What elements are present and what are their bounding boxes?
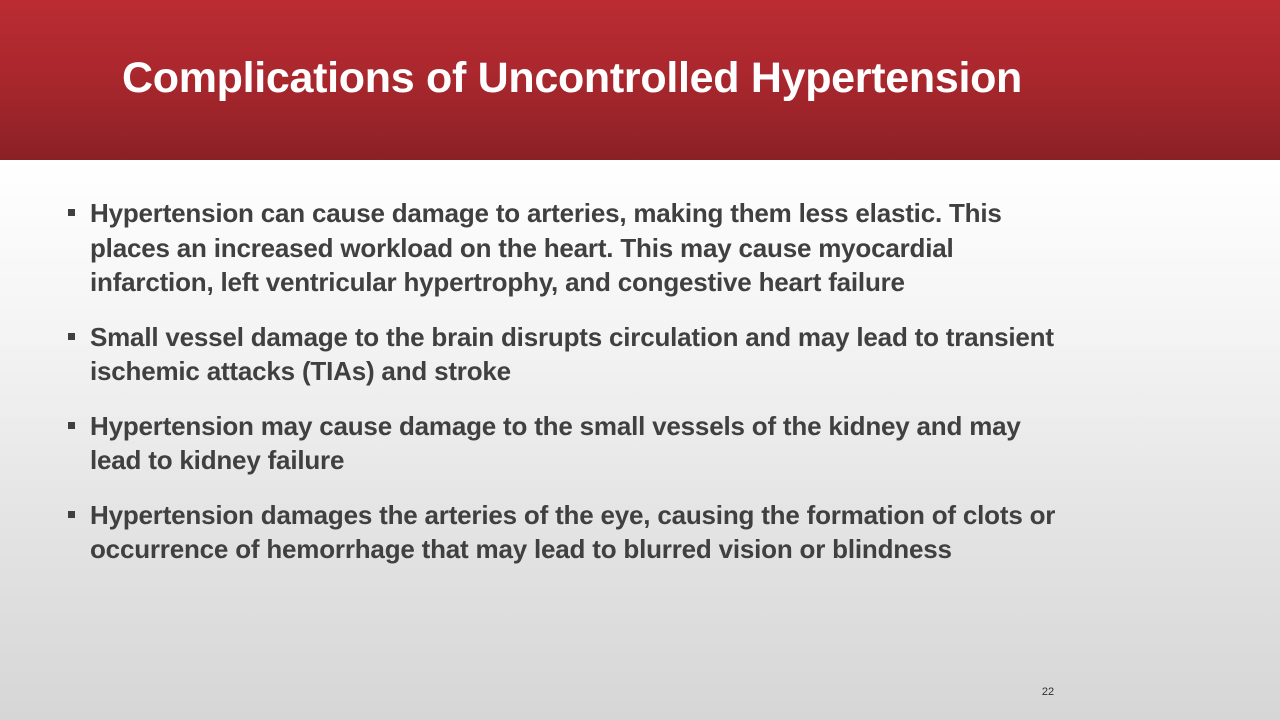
bullet-text: Hypertension can cause damage to arteries, making them less elastic. This places an increased workload on the heart. This may cause myocardial infarction, left ventricular hypertrophy, and congestive heart failure: [90, 198, 1002, 297]
square-bullet-icon: [68, 511, 75, 518]
bullet-list: [66, 196, 1076, 587]
square-bullet-icon: [68, 333, 75, 340]
bullet-item: [66, 196, 1076, 300]
bullet-text: Hypertension may cause damage to the small vessels of the kidney and may lead to kidney failure: [90, 410, 1021, 475]
square-bullet-icon: [68, 209, 75, 216]
square-bullet-icon: [68, 422, 75, 429]
bullet-item: [66, 498, 1076, 567]
slide-title: Complications of Uncontrolled Hypertension: [122, 54, 1023, 102]
page-number: 22: [1041, 686, 1055, 698]
bullet-text: Small vessel damage to the brain disrupts circulation and may lead to transient ischemic attacks (TIAs) and stroke: [90, 321, 1054, 386]
bullet-item: [66, 320, 1076, 389]
bullet-item: [66, 409, 1076, 478]
bullet-text: Hypertension damages the arteries of the eye, causing the formation of clots or occurrence of hemorrhage that may lead to blurred vision or blindness: [90, 499, 1056, 564]
title-bar: [0, 0, 1280, 160]
